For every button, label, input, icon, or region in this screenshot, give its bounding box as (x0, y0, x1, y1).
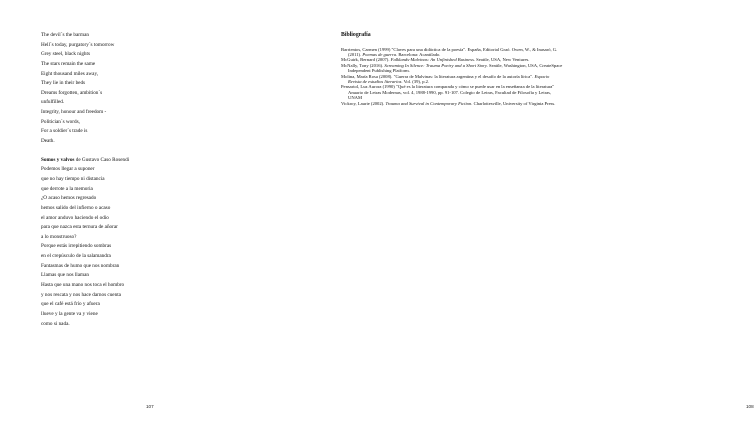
bibliography-entry: Barrientos, Carmen (1999) "Claves para una didáctica de la poesía". España, Editorial Graó. Owen, W., & Inasaró, G. (2011). Poemas de guerra. Barcelona: Acantilado. (341, 46, 558, 57)
poem-line: Grey steel, black nights (41, 51, 90, 58)
poem-line: Death. (41, 138, 55, 145)
bibliography-entry: Molina, María Rosa (2008). "Guerra de Malvinas: la literatura argentina y el desafío de la autoría lírica". Espacio Revista de estudios literarios. Vol. (39), p.2. (341, 73, 550, 84)
poem-line: que no hay tiempo ni distancia (41, 175, 105, 182)
poem-text (41, 33, 281, 331)
poem-line: ¿O acaso hemos regresado (41, 195, 97, 202)
poem-line: Eight thousand miles away, (41, 70, 99, 77)
poem-line: que derrote a la memoria (41, 185, 93, 192)
poem-line: Dreams forgotten, ambition´s (41, 89, 103, 96)
entry-title: Falklands-Malvinas: An Unfinished Business. (390, 57, 476, 63)
entry-title: Espacio Revista de estudios literarios. (348, 73, 550, 84)
page-number-left: 107 (146, 404, 154, 409)
poem-line: They lie in their beds (41, 80, 86, 87)
entry-title: Screaming In Silence: Trauma Poetry and a Short Story. (384, 62, 488, 68)
poem-line: Llamas que nos llaman (41, 272, 89, 279)
poem-line: unfulfilled. (41, 99, 65, 106)
entry-title: Trauma and Survival in Contemporary Fiction. (385, 100, 473, 106)
poem-line: Hell´s today, purgatory´s tomorrow (41, 41, 115, 48)
poem-line: Hasta que una mano nos toca el hombro (41, 282, 125, 289)
poem-line: para que nazca esta ternura de añorar (41, 224, 118, 231)
poem-title (41, 158, 281, 164)
poem-line: hemos salido del infierno o acaso (41, 204, 111, 211)
poem-line: Fantasmas de humo que nos nombran (41, 262, 120, 269)
page-number-right: 108 (746, 404, 754, 409)
left-page (0, 0, 300, 424)
poem-title-author: de Gustavo Caso Rosendi (74, 156, 130, 163)
bibliography-entry: Vickroy, Laurie (2002). Trauma and Survival in Contemporary Fiction. Charlottesville, University of Virginia Press. (341, 100, 556, 106)
entry-title: Poemas de guerra. (362, 51, 398, 57)
poem-line: Porque estás irrepitiendo sombras (41, 243, 112, 250)
poem-line: The devil´s the barman (41, 32, 89, 38)
bibliography-entry: McGuirk, Bernard (2007). Falklands-Malvinas: An Unfinished Business. Seattle, USA, New Ventures. (341, 57, 530, 63)
bibliography-list (341, 47, 563, 106)
bibliography-entry: Pensariol, Luz Aurora (1990) "Qué es la literatura comparada y cómo se puede usar en la enseñanza de la literatura" Anuario de Letras Modernas, vol. 4, 1988-1990, pp. 91-107. Colegio de Letras, Facultad de Filosofía y Letras, UNAM (341, 84, 555, 101)
poem-line: en el crepúsculo de la salamandra (41, 253, 111, 260)
bibliography-heading: Bibliografía (341, 32, 371, 38)
poem-line: Integrity, honour and freedom - (41, 109, 107, 116)
poem-line: que el café está frío y afuera (41, 301, 100, 308)
poem-line: The stars remain the same (41, 60, 96, 67)
poem-line: Politician´s words, (41, 118, 80, 125)
right-page (300, 0, 754, 424)
poem-title-bold: Somos y valvos (41, 156, 75, 163)
bibliography-entry: McNally, Tony (2016). Screaming In Silence: Trauma Poetry and a Short Story. Seattle, Washington, USA, CreateSpace Independent Publishing Platform. (341, 62, 563, 74)
bibliography-section (341, 32, 563, 106)
poem-line: como si nada. (41, 320, 70, 327)
poem-line: a lo monstruoso? (41, 233, 77, 240)
poem-line: Podemos llegar a suponer (41, 166, 95, 173)
poem-line: llueve y la gente va y viene (41, 310, 98, 317)
poem-line: y nos rescata y nos hace darnos cuenta (41, 291, 121, 298)
poem-line: For a soldier´s trade is (41, 128, 88, 135)
poem-line: el amor anduvo haciendo el odio (41, 214, 109, 221)
